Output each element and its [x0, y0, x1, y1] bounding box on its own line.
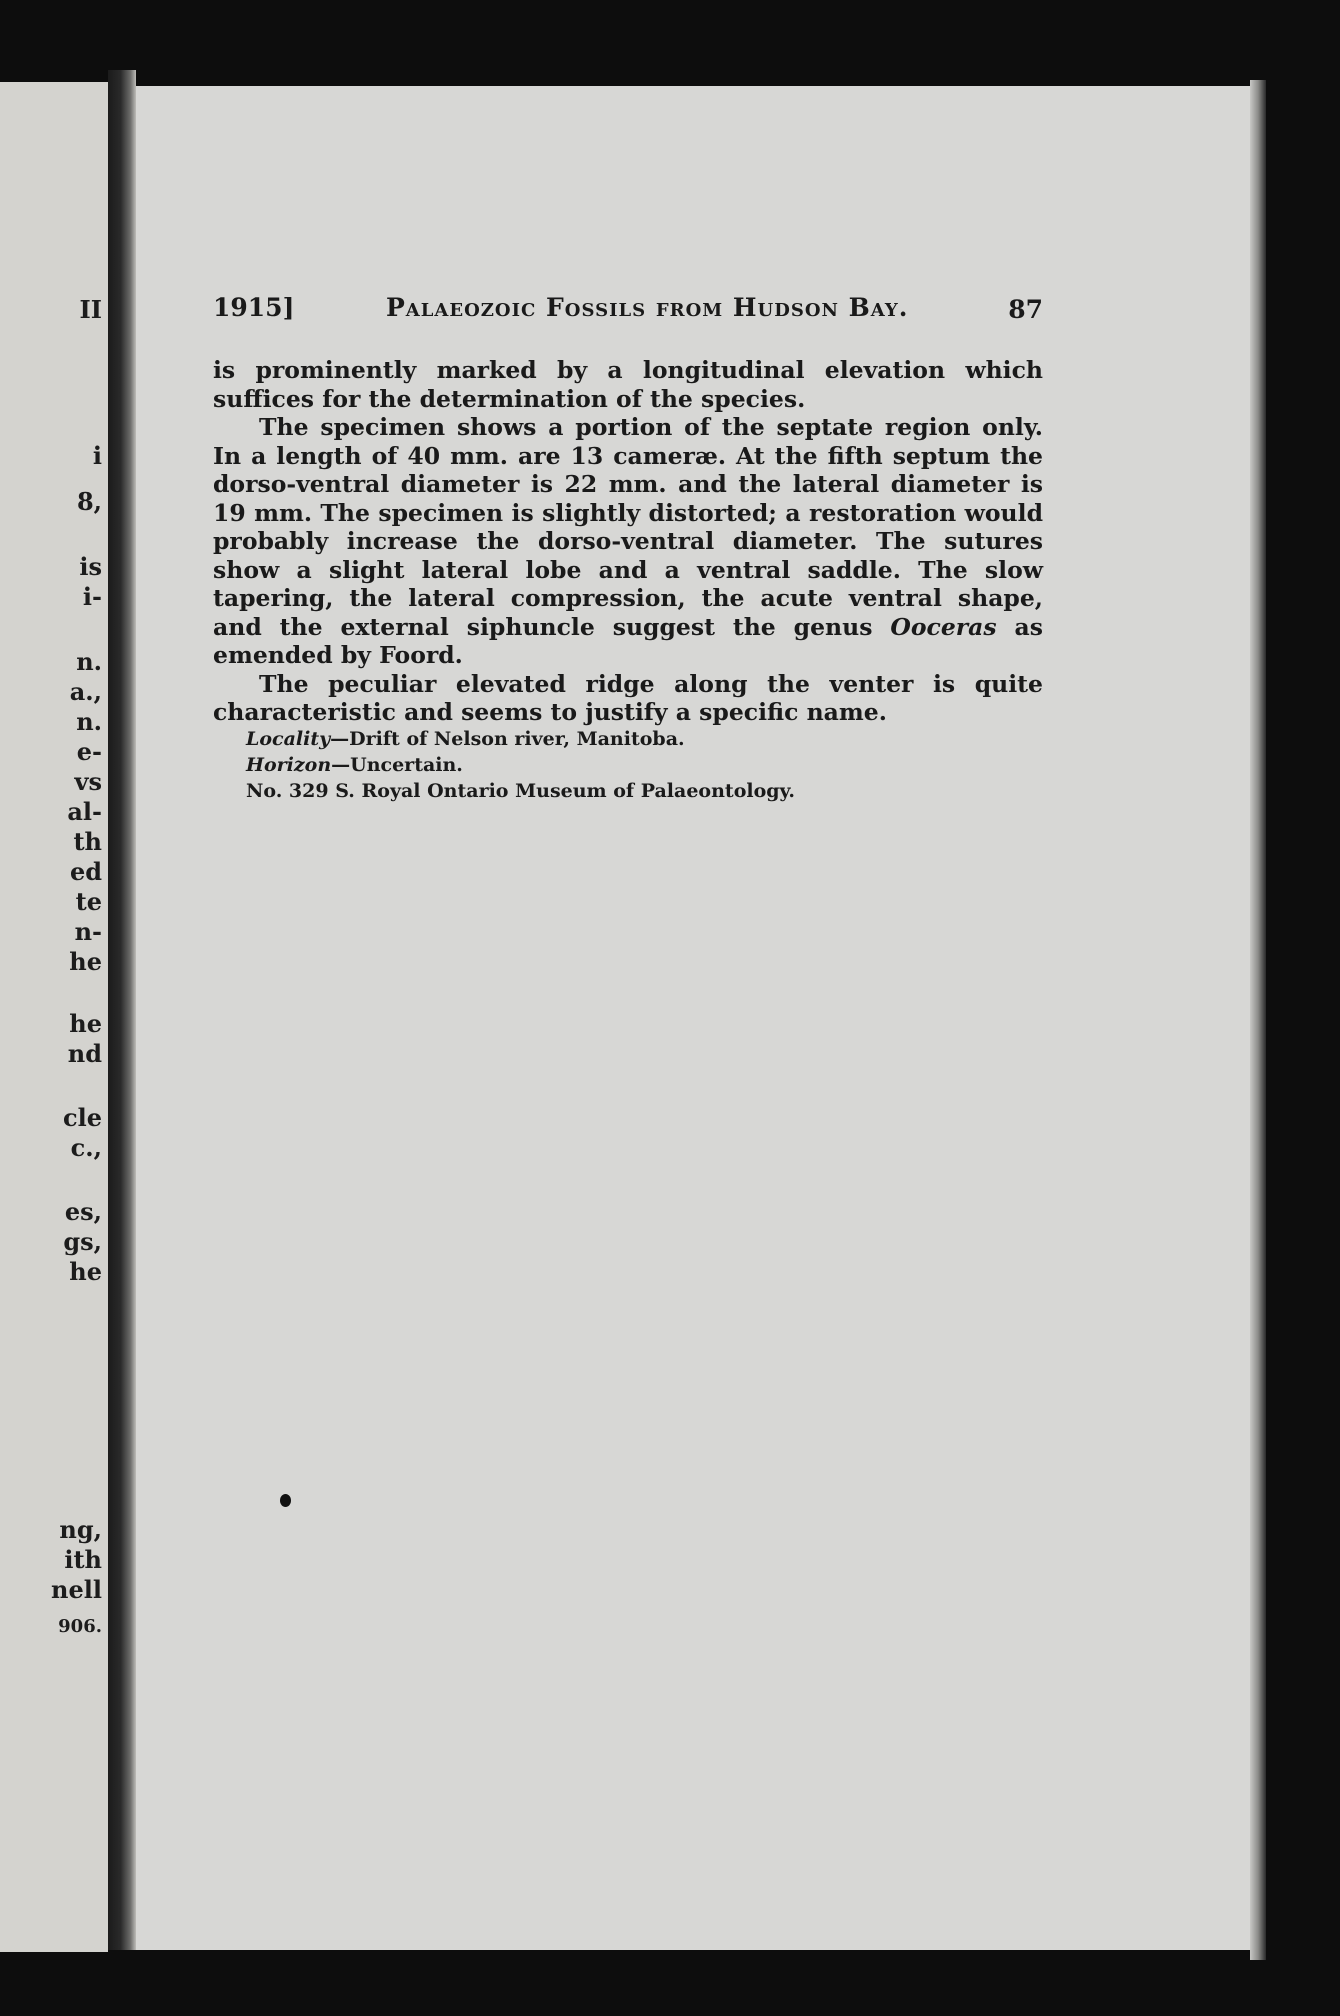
locality-value: —Drift of Nelson river, Manitoba. [330, 728, 685, 750]
specimen-notes [246, 726, 1006, 804]
running-head [213, 293, 1043, 333]
horizon-label: Horizon [246, 754, 332, 776]
margin-fragment: te [75, 887, 102, 916]
margin-fragment: nell [51, 1575, 102, 1604]
paragraph-2-text: The specimen shows a portion of the septate region only. In a length of 40 mm. are 13 cameræ. At the fifth septum the dorso-ventral diameter is 22 mm. and the lateral diameter is 19 mm. The specimen is slightly distorted; a restoration would probably increase the dorso-ventral diameter. The sutures show a slight lateral lobe and a ventral saddle. The slow tapering, the lateral compression, the acute ventral shape, and the external siphuncle suggest the genus [213, 413, 1043, 641]
genus-name: Ooceras [890, 612, 997, 641]
margin-fragment: ith [64, 1545, 102, 1574]
margin-fragment: e- [76, 737, 102, 766]
margin-fragment: al- [67, 797, 102, 826]
running-head-title: Palaeozoic Fossils from Hudson Bay. [386, 293, 909, 322]
body-text [213, 356, 1043, 727]
margin-fragment: gs, [63, 1227, 102, 1256]
page-number: 87 [1008, 295, 1043, 324]
margin-fragment: n. [76, 707, 102, 736]
paragraph-3: The peculiar elevated ridge along the venter is quite characteristic and seems to justify a specific name. [213, 669, 1043, 726]
locality-label: Locality [246, 728, 331, 750]
paragraph-1: is prominently marked by a longitudinal elevation which suffices for the determination of the species. [213, 356, 1043, 413]
margin-fragment: nd [67, 1039, 102, 1068]
locality-line [246, 726, 1006, 752]
book-gutter [108, 70, 136, 1950]
ink-speck [280, 1494, 291, 1507]
right-page-edge [1250, 80, 1266, 1960]
margin-fragment: he [69, 1257, 102, 1286]
margin-fragment: n- [74, 917, 102, 946]
margin-fragment: th [73, 827, 102, 856]
margin-fragment: vs [74, 767, 102, 796]
margin-fragment: is [79, 552, 102, 581]
paragraph-2-end: as emended by Foord. [213, 612, 1043, 669]
margin-fragment: n. [76, 647, 102, 676]
paragraph-2 [213, 413, 1043, 670]
left-page-edge [0, 82, 108, 1952]
margin-fragment: he [69, 947, 102, 976]
margin-fragment: cle [63, 1103, 102, 1132]
margin-fragment: he [69, 1009, 102, 1038]
margin-fragment: 906. [58, 1616, 102, 1637]
margin-fragment: ed [69, 857, 102, 886]
running-head-year: 1915] [213, 293, 295, 322]
margin-fragment: i [92, 441, 102, 470]
specimen-number: No. 329 S. Royal Ontario Museum of Palaeontology. [246, 780, 796, 802]
horizon-line [246, 752, 1006, 778]
margin-fragment: II [79, 295, 102, 324]
horizon-value: —Uncertain. [331, 754, 463, 776]
margin-fragment: es, [64, 1197, 102, 1226]
margin-fragment: c., [70, 1133, 102, 1162]
margin-fragment: a., [69, 677, 102, 706]
margin-fragment: 8, [76, 487, 102, 516]
margin-fragment: ng, [59, 1515, 102, 1544]
margin-fragment: i- [82, 582, 102, 611]
